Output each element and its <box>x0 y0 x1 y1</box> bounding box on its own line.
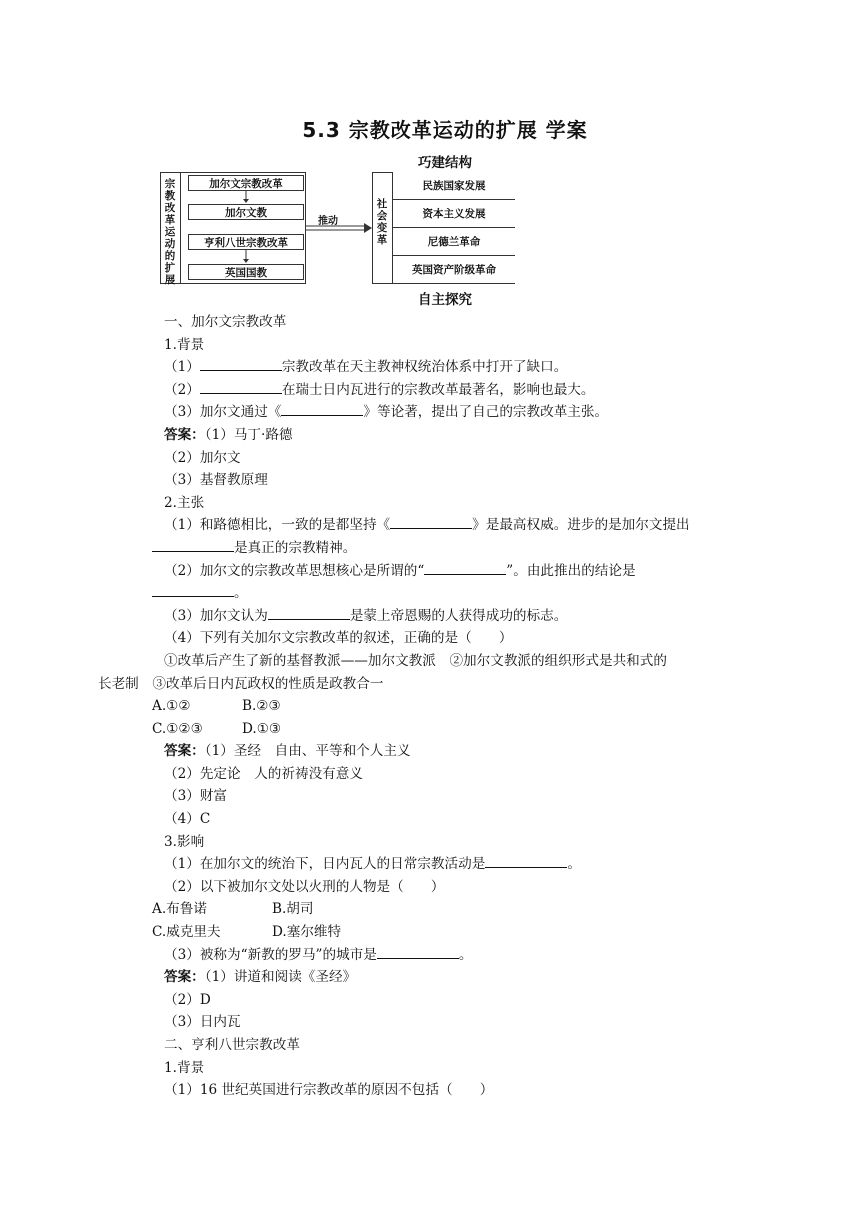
option-c[interactable]: C.威克里夫 <box>152 924 221 941</box>
answer-zz-2: （2）先定论 人的祈祷没有意义 <box>164 765 363 782</box>
question-yx-2: （2）以下被加尔文处以火刑的人物是（ ） <box>164 878 445 895</box>
q-prefix: （3）被称为“新教的罗马”的城市是 <box>164 946 377 963</box>
option-a[interactable]: A.①② <box>152 698 191 715</box>
q-suffix: 是蒙上帝恩赐的人获得成功的标志。 <box>349 607 568 624</box>
q-prefix: （1） <box>164 359 200 376</box>
structure-heading: 巧建结构 <box>418 155 472 171</box>
option-d[interactable]: D.塞尔维特 <box>272 924 342 941</box>
option-b[interactable]: B.②③ <box>242 698 281 715</box>
answer-blank[interactable] <box>200 358 282 371</box>
q-prefix: （3）加尔文认为 <box>164 607 268 624</box>
influence-title: 3.影响 <box>164 833 205 850</box>
answer-blank[interactable] <box>281 403 363 416</box>
answer-blank[interactable] <box>152 539 234 552</box>
question-bg-3 <box>150 401 740 424</box>
section-2-background-title: 1.背景 <box>164 1059 205 1076</box>
diagram-item-nation-state: 民族国家发展 <box>393 172 515 200</box>
answer-text: （1）马丁·路德 <box>204 426 293 443</box>
q-suffix: 。 <box>567 856 581 873</box>
diagram-item-calvin-reform: 加尔文宗教改革 <box>188 175 304 191</box>
section-2-question-1: （1）16 世纪英国进行宗教改革的原因不包括（ ） <box>164 1082 494 1099</box>
options-yx-2-row2 <box>150 921 740 944</box>
answer-blank[interactable] <box>424 562 506 575</box>
answer-blank[interactable] <box>377 946 459 959</box>
question-yx-1 <box>150 853 740 876</box>
q-middle: 》是最高权威。进步的是加尔文提出 <box>472 517 690 534</box>
question-bg-1 <box>150 356 740 379</box>
question-zz-2-line1 <box>150 560 740 583</box>
q-suffix: 。 <box>458 946 473 963</box>
answer-bg-2: （2）加尔文 <box>164 449 241 466</box>
answer-blank[interactable] <box>268 607 350 620</box>
question-yx-3 <box>150 944 740 967</box>
q-prefix: （1）和路德相比，一致的是都坚持《 <box>164 517 391 534</box>
answer-bg-3: （3）基督教原理 <box>164 472 268 489</box>
q-prefix: （2）加尔文的宗教改革思想核心是所谓的“ <box>164 562 425 579</box>
option-a[interactable]: A.布鲁诺 <box>152 901 207 918</box>
q-prefix: （2） <box>164 381 200 398</box>
question-zz-4: （4）下列有关加尔文宗教改革的叙述，正确的是（ ） <box>164 630 513 647</box>
options-zz-4-row1 <box>150 695 740 718</box>
q-suffix: 在瑞士日内瓦进行的宗教改革最著名，影响也最大。 <box>281 381 595 398</box>
question-zz-1-line2 <box>150 537 740 560</box>
answer-label: 答案： <box>164 426 205 443</box>
question-zz-4-stem-1: ①改革后产生了新的基督教派——加尔文教派 ②加尔文教派的组织形式是共和式的 <box>164 652 667 669</box>
page-title: 5.3 宗教改革运动的扩展 学案 <box>302 118 588 142</box>
explore-heading: 自主探究 <box>418 292 472 308</box>
option-c[interactable]: C.①②③ <box>152 720 203 737</box>
answer-blank[interactable] <box>200 381 282 394</box>
answer-label: 答案： <box>164 969 205 986</box>
answer-text: （1）讲道和阅读《圣经》 <box>204 969 357 986</box>
answer-yx-3: （3）日内瓦 <box>164 1014 241 1031</box>
option-d[interactable]: D.①③ <box>242 720 282 737</box>
question-bg-2 <box>150 379 740 402</box>
q-prefix: （1）在加尔文的统治下，日内瓦人的日常宗教活动是 <box>164 856 486 873</box>
diagram-item-dutch-revolution: 尼德兰革命 <box>393 228 515 256</box>
section-1-title: 一、加尔文宗教改革 <box>164 314 287 330</box>
body-text <box>98 311 740 1102</box>
answer-blank[interactable] <box>485 855 567 868</box>
q-suffix: 宗教改革在天主教神权统治体系中打开了缺口。 <box>281 359 568 376</box>
diagram-item-henry-reform: 亨利八世宗教改革 <box>188 234 304 250</box>
diagram-item-capitalism: 资本主义发展 <box>393 200 515 228</box>
answer-text: （1）圣经 自由、平等和个人主义 <box>204 743 411 760</box>
background-title: 1.背景 <box>164 336 205 353</box>
q-middle: ”。由此推出的结论是 <box>506 562 636 579</box>
answer-blank[interactable] <box>152 584 234 597</box>
q-suffix: 是真正的宗教精神。 <box>234 539 357 556</box>
options-zz-4-row2 <box>150 718 740 741</box>
structure-diagram <box>160 172 515 284</box>
left-group-label-text: 宗教改革运动的扩展 <box>164 178 176 286</box>
q-prefix: （3）加尔文通过《 <box>164 404 282 421</box>
options-yx-2-row1 <box>150 898 740 921</box>
answer-label: 答案： <box>164 743 205 760</box>
answer-bg-1 <box>150 424 740 447</box>
answer-zz-4: （4）C <box>164 811 211 828</box>
option-b[interactable]: B.胡司 <box>272 901 314 918</box>
answer-yx-1 <box>150 966 740 989</box>
question-zz-1-line1 <box>150 514 740 537</box>
answer-blank[interactable] <box>390 516 472 529</box>
right-group-label-text: 社会变革 <box>376 198 388 246</box>
answer-zz-3: （3）财富 <box>164 788 228 805</box>
answer-zz-1 <box>150 740 740 763</box>
question-zz-4-stem-2: 长老制 ③改革后日内瓦政权的性质是政教合一 <box>98 675 384 692</box>
q-suffix: 。 <box>234 585 248 602</box>
diagram-item-anglican: 英国国教 <box>188 264 304 280</box>
claims-title: 2.主张 <box>164 494 205 511</box>
question-zz-2-line2 <box>150 582 740 605</box>
q-suffix: 》等论著，提出了自己的宗教改革主张。 <box>363 404 609 421</box>
right-group-label <box>374 198 390 246</box>
question-zz-3 <box>150 605 740 628</box>
diagram-arrow-label: 推动 <box>318 216 338 227</box>
answer-yx-2: （2）D <box>164 991 211 1008</box>
diagram-item-english-revolution: 英国资产阶级革命 <box>393 256 515 283</box>
diagram-item-calvinism: 加尔文教 <box>188 204 304 220</box>
section-2-title: 二、亨利八世宗教改革 <box>164 1037 300 1053</box>
